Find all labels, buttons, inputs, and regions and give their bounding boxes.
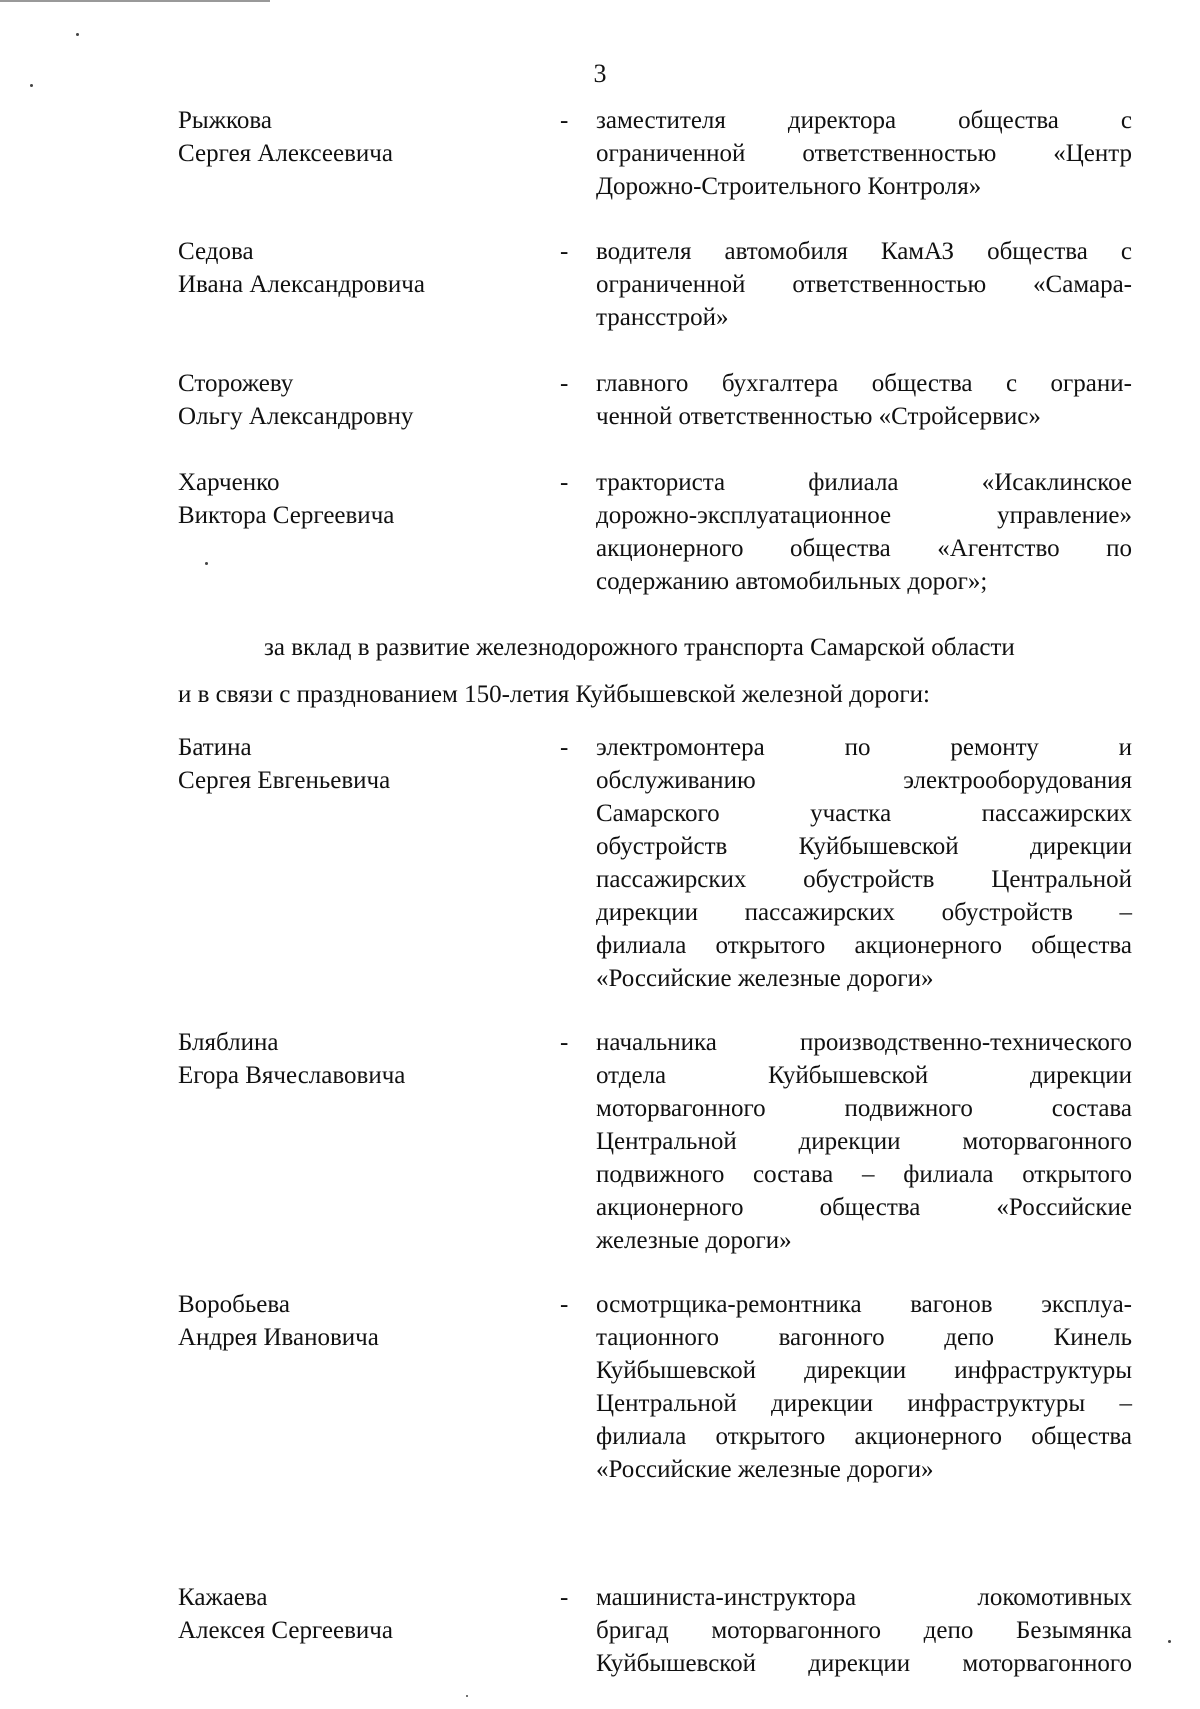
description-line: начальника производственно-технического [596, 1029, 1132, 1056]
dash: - [560, 370, 569, 397]
description-line: ограниченной ответственностью «Самара- [596, 271, 1132, 298]
person-name [178, 367, 558, 433]
dash: - [560, 469, 569, 496]
description-line: ограниченной ответственностью «Центр [596, 140, 1132, 167]
description-line: Центральной дирекции моторвагонного [596, 1128, 1132, 1155]
description-line: железные дороги» [596, 1227, 792, 1254]
person-name [178, 104, 558, 170]
surname: Батина [178, 734, 252, 761]
position-description [596, 367, 1132, 433]
page-number: 3 [593, 59, 607, 88]
description-line: бригад моторвагонного депо Безымянка [596, 1617, 1132, 1644]
scan-speck [1168, 1640, 1171, 1643]
scan-speck [76, 33, 79, 36]
description-line: «Российские железные дороги» [596, 965, 934, 992]
description-line: трансстрой» [596, 304, 729, 331]
dash: - [560, 1029, 569, 1056]
description-line: Центральной дирекции инфраструктуры – [596, 1390, 1132, 1417]
description-line: заместителя директора общества с [596, 107, 1132, 134]
description-line: Куйбышевской дирекции моторвагонного [596, 1650, 1132, 1677]
person-name [178, 1288, 558, 1354]
description-line: подвижного состава – филиала открытого [596, 1161, 1132, 1188]
position-description [596, 104, 1132, 203]
position-description [596, 466, 1132, 598]
description-line: главного бухгалтера общества с ограни- [596, 370, 1132, 397]
description-line: тационного вагонного депо Кинель [596, 1324, 1132, 1351]
description-line: пассажирских обустройств Центральной [596, 866, 1132, 893]
description-line: обслуживанию электрооборудования [596, 767, 1132, 794]
award-reason-line-1: за вклад в развитие железнодорожного транспорта Самарской области [264, 634, 1015, 661]
person-name [178, 1026, 558, 1092]
given-name: Алексея Сергеевича [178, 1617, 393, 1644]
description-line: электромонтера по ремонту и [596, 734, 1132, 761]
description-line: обустройств Куйбышевской дирекции [596, 833, 1132, 860]
surname: Харченко [178, 469, 280, 496]
dash: - [560, 734, 569, 761]
person-name [178, 731, 558, 797]
position-description [596, 235, 1132, 334]
description-line: Самарского участка пассажирских [596, 800, 1132, 827]
description-line: дирекции пассажирских обустройств – [596, 899, 1132, 926]
person-name [178, 1581, 558, 1647]
given-name: Сергея Алексеевича [178, 140, 393, 167]
given-name: Сергея Евгеньевича [178, 767, 391, 794]
description-line: содержанию автомобильных дорог»; [596, 568, 988, 595]
dash: - [560, 1584, 569, 1611]
scan-edge-line [0, 0, 270, 2]
dash: - [560, 107, 569, 134]
description-line: осмотрщика-ремонтника вагонов эксплуа- [596, 1291, 1132, 1318]
dash: - [560, 238, 569, 265]
surname: Седова [178, 238, 254, 265]
description-line: Куйбышевской дирекции инфраструктуры [596, 1357, 1132, 1384]
surname: Сторожеву [178, 370, 294, 397]
given-name: Виктора Сергеевича [178, 502, 395, 529]
position-description [596, 1288, 1132, 1486]
position-description [596, 1026, 1132, 1257]
position-description [596, 731, 1132, 995]
description-line: Дорожно-Строительного Контроля» [596, 173, 982, 200]
person-name [178, 235, 558, 301]
given-name: Ольгу Александровну [178, 403, 414, 430]
award-reason-line-2: и в связи с празднованием 150-летия Куйбышевской железной дороги: [178, 681, 930, 708]
given-name: Ивана Александровича [178, 271, 425, 298]
surname: Воробьева [178, 1291, 290, 1318]
description-line: отдела Куйбышевской дирекции [596, 1062, 1132, 1089]
surname: Кажаева [178, 1584, 268, 1611]
description-line: машиниста-инструктора локомотивных [596, 1584, 1132, 1611]
given-name: Андрея Ивановича [178, 1324, 379, 1351]
person-name [178, 466, 558, 532]
scan-speck [205, 562, 208, 565]
position-description [596, 1581, 1132, 1680]
surname: Бляблина [178, 1029, 279, 1056]
description-line: акционерного общества «Российские [596, 1194, 1132, 1221]
description-line: акционерного общества «Агентство по [596, 535, 1132, 562]
description-line: дорожно-эксплуатационное управление» [596, 502, 1132, 529]
description-line: «Российские железные дороги» [596, 1456, 934, 1483]
description-line: моторвагонного подвижного состава [596, 1095, 1132, 1122]
description-line: ченной ответственностью «Стройсервис» [596, 403, 1041, 430]
given-name: Егора Вячеславовича [178, 1062, 406, 1089]
dash: - [560, 1291, 569, 1318]
description-line: филиала открытого акционерного общества [596, 1423, 1132, 1450]
description-line: тракториста филиала «Исаклинское [596, 469, 1132, 496]
description-line: водителя автомобиля КамАЗ общества с [596, 238, 1132, 265]
description-line: филиала открытого акционерного общества [596, 932, 1132, 959]
surname: Рыжкова [178, 107, 272, 134]
scan-speck [466, 1695, 468, 1697]
